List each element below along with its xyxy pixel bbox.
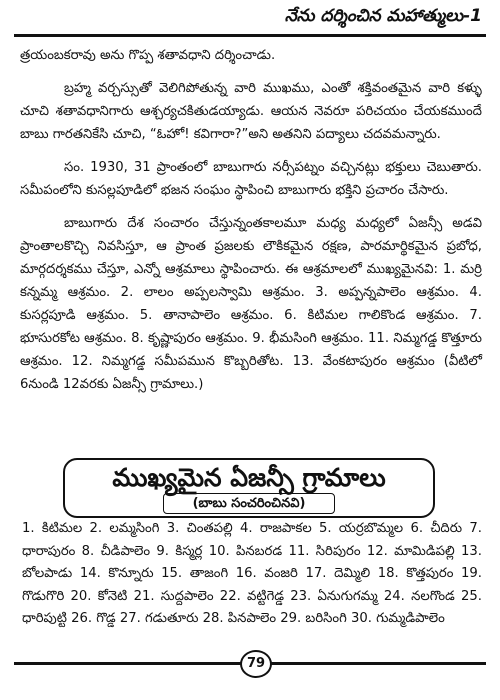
body-text [20, 44, 482, 406]
paragraph: బ్రహ్మ వర్చస్సుతో వెలిగిపోతున్న వారి ముఖము, ఎంతో శక్తివంతమైన వారి కళ్ళు చూచి శతావధానిగారు ఆశ్చర్యచకితుడయ్యాడు. ఆయన నెవరూ పరిచయం చేయకముందే బాబు గారతనికేసి చూచి, “ఓహో! కవిగారా?”అని అతనిని పద్యాలు చదవమన్నారు. [20, 81, 482, 142]
section-title: ముఖ్యమైన ఏజన్సీ గ్రామాలు [112, 463, 386, 492]
header-rule [14, 34, 486, 37]
running-title: నేను దర్శించిన మహాత్ములు-1 [284, 6, 482, 26]
paragraph: సం. 1930, 31 ప్రాంతంలో బాబుగారు నర్సీపట్నం వచ్చినట్లు భక్తులు చెబుతారు. సమీపంలోని కుసల్లపూడిలో భజన సంఘం స్థాపించి బాబుగారు భక్తిని ప్రచారం చేసారు. [20, 160, 482, 198]
paragraph: త్రయంబకరావు అను గొప్ప శతావధాని దర్శించాడు. [20, 48, 276, 63]
page-number: 79 [240, 650, 272, 678]
paragraph: బాబుగారు దేశ సంచారం చేస్తున్నంతకాలమూ మధ్య మధ్యలో ఏజన్సీ అడవి ప్రాంతాలకొచ్చి నివసిస్తూ, ఆ ప్రాంత ప్రజలకు లౌకికమైన రక్షణ, పారమార్థికమైన ప్రబోధ, మార్గదర్శకము చేస్తూ, ఎన్నో ఆశ్రమాలు స్థాపించారు. ఈ ఆశ్రమాలలో ముఖ్యమైనవి: 1. మర్రి కన్నమ్మ ఆశ్రమం. 2. లాలం అప్పలస్వామి ఆశ్రమం. 3. అప్పన్నపాలెం ఆశ్రమం. 4. కుసర్లపూడి ఆశ్రమం. 5. తానాపాలెం ఆశ్రమం. 6. కిటిమల గాలికొండ ఆశ్రమం. 7. భూసురకోట ఆశ్రమం. 8. కృష్ణాపురం ఆశ్రమం. 9. భీమసింగి ఆశ్రమం. 11. నిమ్మగడ్డ కొత్తూరు ఆశ్రమం. 12. నిమ్మగడ్డ సమీపమున కొబ్బరితోట. 13. వేంకటాపురం ఆశ్రమం (వీటిలో 6నుండి 12వరకు ఏజన్సీ గ్రామాలు.) [20, 216, 482, 392]
village-list: 1. కిటిమల 2. లమ్మసింగి 3. చింతపల్లి 4. రాజపాకల 5. యర్రబొమ్మల 6. చీదిరు 7. ధారాపురం 8. చీడిపాలెం 9. కిస్మర్ల 10. పినబరడ 11. సిరిపురం 12. మామిడిపల్లి 13. బోలపాడు 14. కొన్నూరు 15. తాజంగి 16. వంజరి 17. దెమ్మిలి 18. కొత్తపురం 19. గొడుగొరి 20. కోనెటి 21. సుద్దపాలెం 22. వట్టిగెడ్డ 23. ఏనుగుగమ్మ 24. నలగొండ 25. ధారిపుట్టి 26. గొడ్డ 27. గడుతూరు 28. పినపాలెం 29. బరిసింగి 30. గుమ్మడిపాలెం [22, 521, 482, 626]
page-header [14, 0, 486, 42]
section-subtitle: (బాబు సంచరించినవి) [163, 493, 335, 514]
section-heading-box [63, 458, 435, 518]
page-footer [14, 650, 486, 694]
